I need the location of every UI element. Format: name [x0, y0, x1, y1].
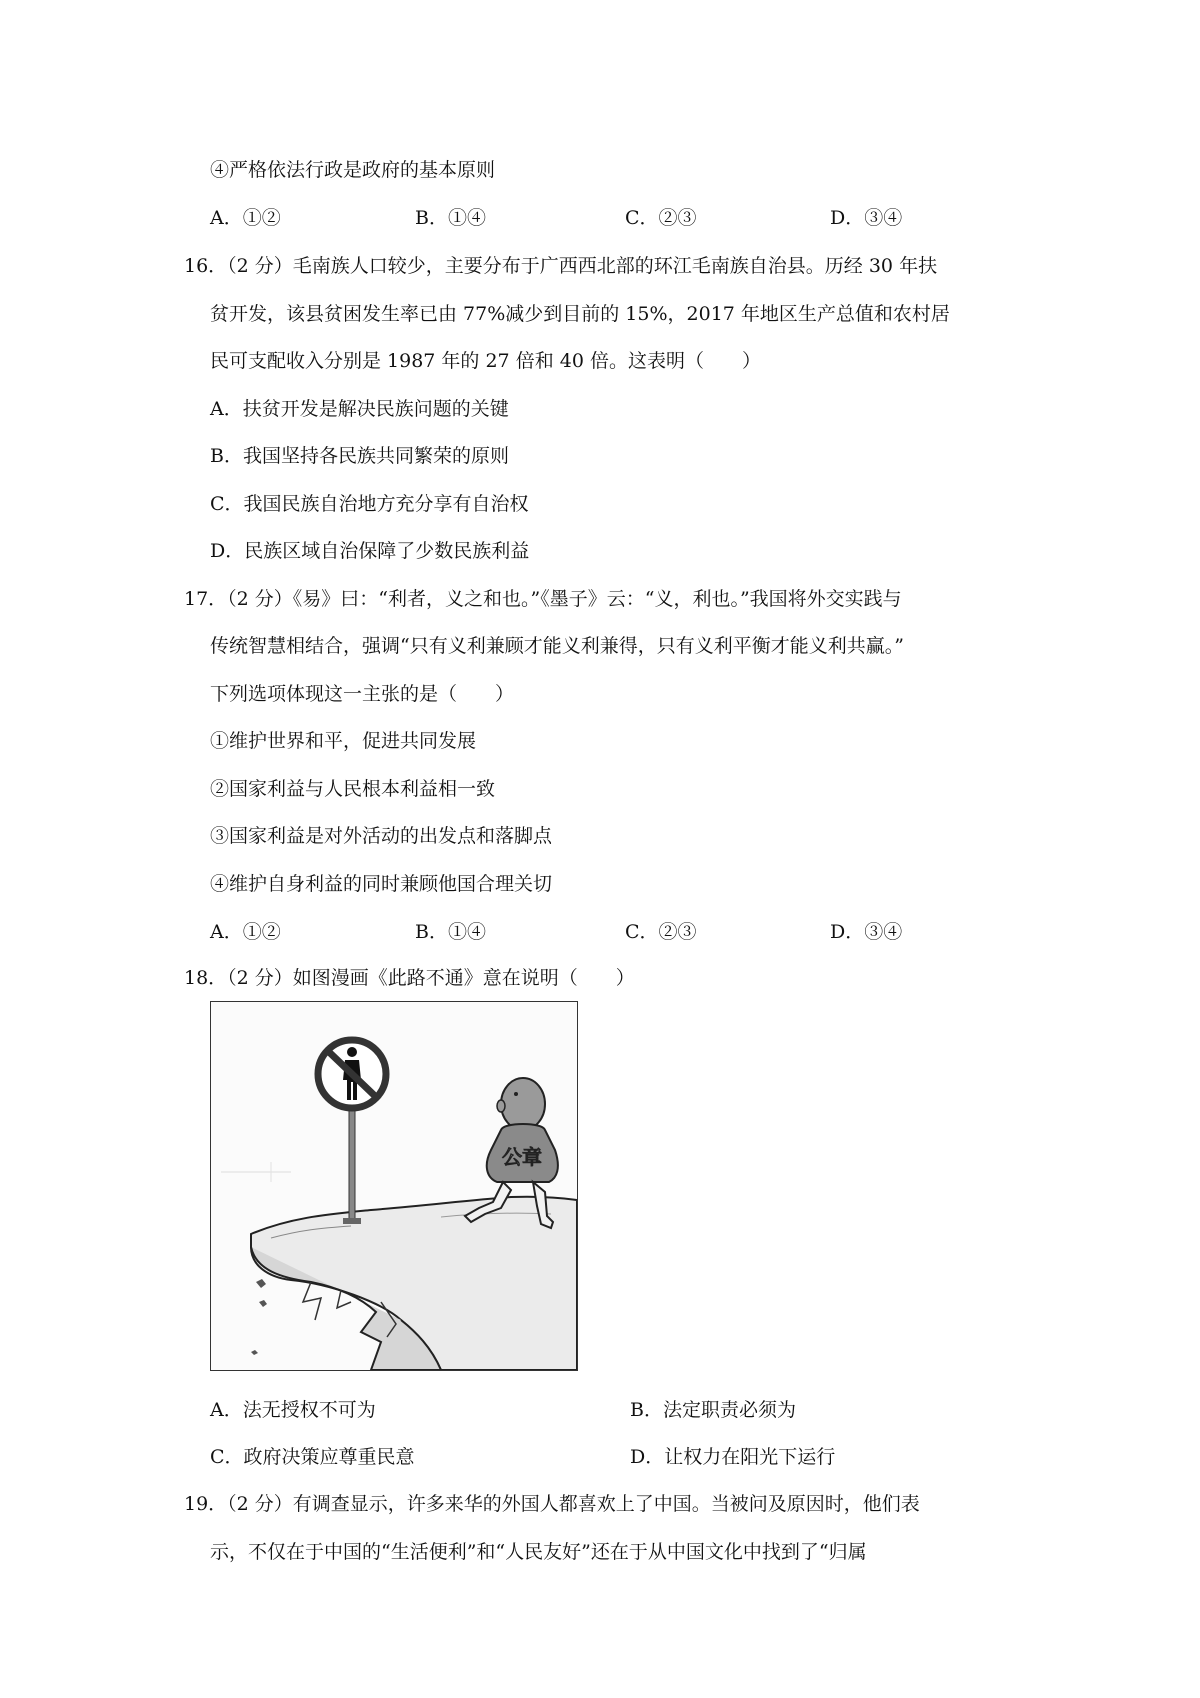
q18-option-b[interactable]: B．法定职责必须为: [630, 1399, 796, 1421]
q18-stem: 18．（2 分）如图漫画《此路不通》意在说明（ ）: [184, 967, 635, 989]
no-pedestrian-sign-icon: [318, 1040, 386, 1108]
q16-option-d[interactable]: D．民族区域自治保障了少数民族利益: [210, 540, 530, 562]
q19-stem-line-2: 示，不仅在于中国的“生活便利”和“人民友好”还在于从中国文化中找到了“归属: [210, 1541, 867, 1563]
q17-option-a[interactable]: A．①②: [210, 921, 281, 943]
q18-option-c[interactable]: C．政府决策应尊重民意: [210, 1446, 415, 1468]
cartoon-dead-end: [210, 1001, 578, 1371]
q17-stem-line-2: 传统智慧相结合，强调“只有义利兼顾才能义利兼得，只有义利平衡才能义利共赢。”: [210, 635, 904, 657]
q16-option-b[interactable]: B．我国坚持各民族共同繁荣的原则: [210, 445, 509, 467]
pebble: [259, 1300, 267, 1307]
sign-post: [349, 1110, 355, 1222]
q15-option-b[interactable]: B．①④: [415, 207, 486, 229]
q18-option-d[interactable]: D．让权力在阳光下运行: [630, 1446, 836, 1468]
cartoon-drawing: [211, 1002, 577, 1370]
q17-option-c[interactable]: C．②③: [625, 921, 697, 943]
q16-stem-line-3: 民可支配收入分别是 1987 年的 27 倍和 40 倍。这表明（ ）: [210, 350, 761, 372]
q17-statement-1: ①维护世界和平，促进共同发展: [210, 730, 477, 752]
q15-option-a[interactable]: A．①②: [210, 207, 281, 229]
q16-stem-line-1: 16．（2 分）毛南族人口较少，主要分布于广西西北部的环江毛南族自治县。历经 30 年扶: [184, 255, 938, 277]
q15-statement-4: ④严格依法行政是政府的基本原则: [210, 159, 496, 181]
stamp-label: 公章: [502, 1145, 542, 1169]
q17-option-b[interactable]: B．①④: [415, 921, 486, 943]
q16-stem-line-2: 贫开发，该县贫困发生率已由 77%减少到目前的 15%，2017 年地区生产总值和农村居: [210, 303, 950, 325]
pebble: [256, 1279, 266, 1288]
q16-option-a[interactable]: A．扶贫开发是解决民族问题的关键: [210, 398, 509, 420]
sign-base: [343, 1218, 361, 1224]
pebble: [251, 1350, 258, 1355]
q17-stem-line-1: 17．（2 分）《易》曰：“利者，义之和也。”《墨子》云：“义，利也。”我国将外交实践与: [184, 588, 902, 610]
q16-option-c[interactable]: C．我国民族自治地方充分享有自治权: [210, 493, 529, 515]
q19-stem-line-1: 19．（2 分）有调查显示，许多来华的外国人都喜欢上了中国。当被问及原因时，他们表: [184, 1493, 920, 1515]
q17-statement-2: ②国家利益与人民根本利益相一致: [210, 778, 496, 800]
q15-option-c[interactable]: C．②③: [625, 207, 697, 229]
q15-option-d[interactable]: D．③④: [830, 207, 903, 229]
q17-statement-4: ④维护自身利益的同时兼顾他国合理关切: [210, 873, 553, 895]
q17-option-d[interactable]: D．③④: [830, 921, 903, 943]
q18-option-a[interactable]: A．法无授权不可为: [210, 1399, 376, 1421]
q17-stem-line-3: 下列选项体现这一主张的是（ ）: [210, 683, 515, 705]
q17-statement-3: ③国家利益是对外活动的出发点和落脚点: [210, 825, 553, 847]
